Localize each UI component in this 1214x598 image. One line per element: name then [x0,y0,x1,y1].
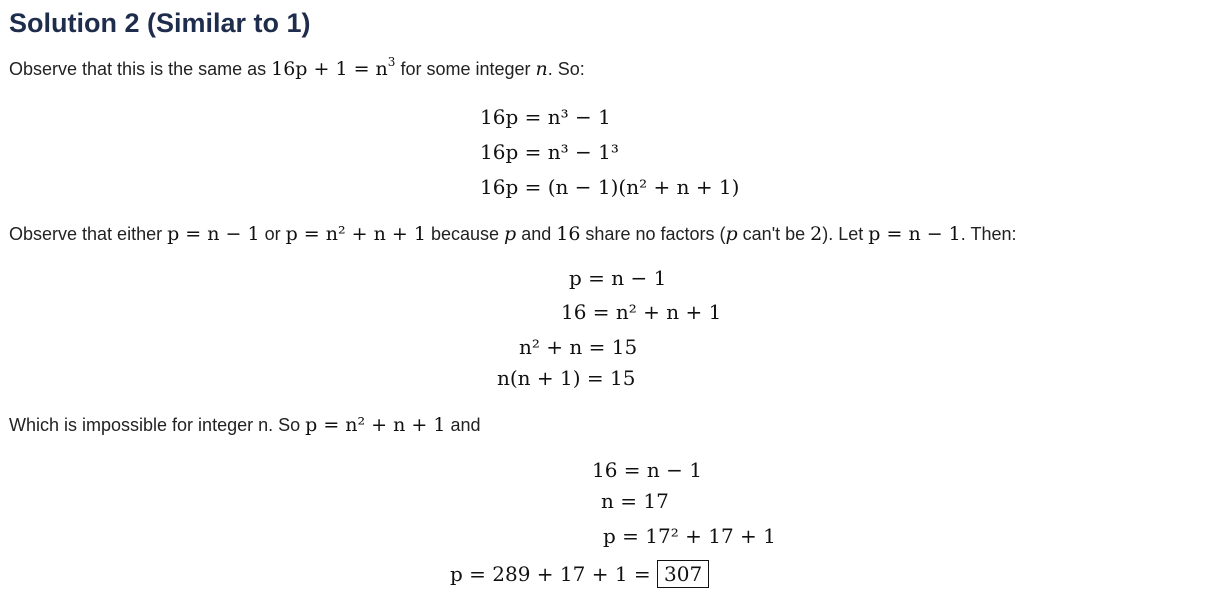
math-inline: p [504,223,517,245]
math-inline: p = n² + n + 1 [305,414,446,436]
math-inline: p = n² + n + 1 [285,223,426,245]
math-inline: 16 [556,223,581,245]
text-run: because [425,224,505,244]
equation-line: 16p = (n − 1)(n² + n + 1) [480,175,740,199]
paragraph-intro [9,57,585,81]
text-run: and [445,415,481,435]
text-run: Which is impossible for integer n. So [9,415,306,435]
math-inline: p = n − 1 [868,223,961,245]
text-run: and [516,224,557,244]
math-inline [271,55,396,80]
equation-line: 16 = n² + n + 1 [561,300,722,324]
text-run: for some integer [395,59,536,79]
solution-heading: Solution 2 (Similar to 1) [9,8,311,38]
equation-line: n(n + 1) = 15 [497,366,636,390]
math-inline: n [535,58,548,80]
text-run: share no factors ( [580,224,726,244]
text-run: or [259,224,286,244]
text-run: . Then: [960,224,1017,244]
equation-line: p = 17² + 17 + 1 [603,524,776,548]
math-expr: 16p + 1 = n [271,58,388,80]
text-run: . So: [547,59,585,79]
final-answer-line [450,560,709,588]
math-inline: 2 [810,223,823,245]
math-inline: p = n − 1 [167,223,260,245]
paragraph-conclusion [9,413,481,437]
equation-line: 16 = n − 1 [592,458,702,482]
text-run: Observe that either [9,224,168,244]
equation-line: p = n − 1 [569,266,667,290]
equation-line: 16p = n³ − 1 [480,105,611,129]
text-run: Observe that this is the same as [9,59,272,79]
equation-line: n = 17 [601,489,669,513]
text-run: can't be [737,224,811,244]
math-inline: p [725,223,738,245]
math-exponent: 3 [387,55,396,69]
boxed-answer: 307 [657,560,709,588]
equation-line: 16p = n³ − 1³ [480,140,619,164]
text-run: ). Let [822,224,869,244]
equation-line: n² + n = 15 [519,335,638,359]
equation-text: p = 289 + 17 + 1 = [450,562,658,586]
paragraph-factor-argument [9,222,1017,246]
